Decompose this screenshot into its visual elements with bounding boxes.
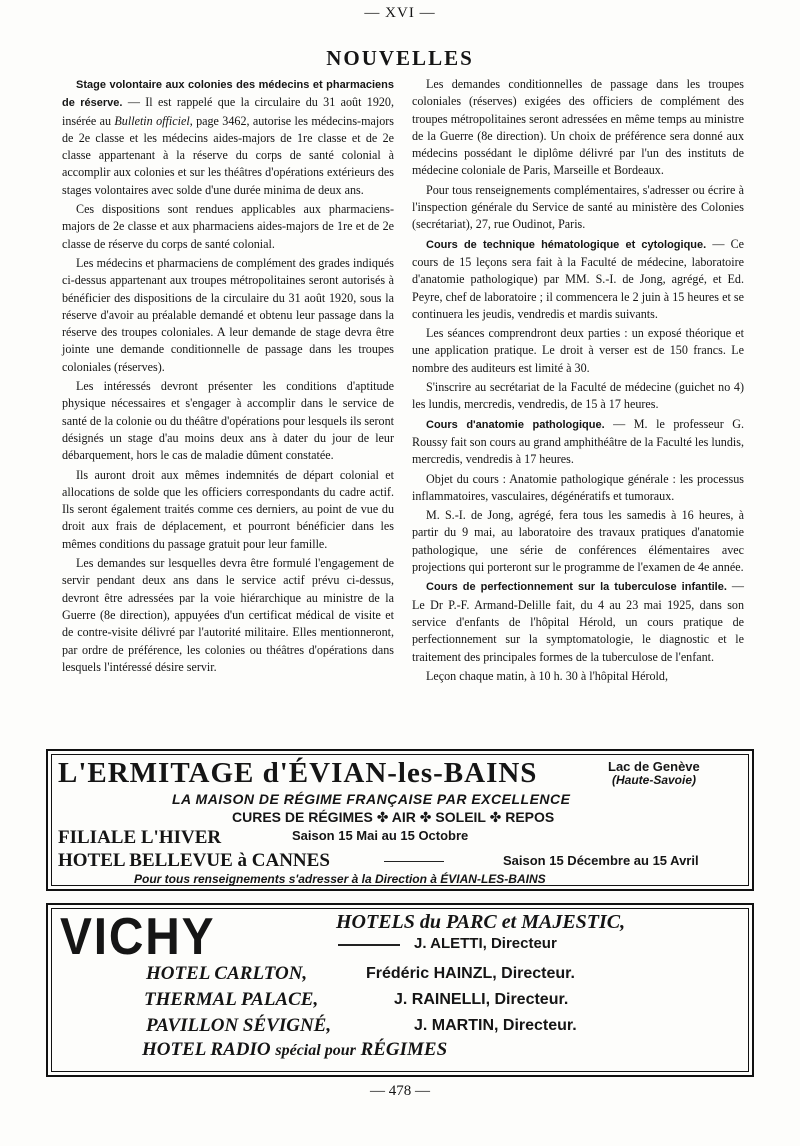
- news-heading: Cours de technique hématologique et cytologique.: [426, 238, 707, 251]
- news-paragraph: Pour tous renseignements complémentaires, s'adresser ou écrire à l'inspection générale du Service de santé au ministère des Colonies (secrétariat), 27, rue Oudinot, Paris.: [412, 182, 744, 232]
- page-header: [0, 4, 800, 22]
- ermitage-renseignements: Pour tous renseignements s'adresser à la Direction à ÉVIAN-LES-BAINS: [134, 872, 546, 886]
- news-text: — M. le professeur G. Roussy fait son cours au grand amphithéâtre de la Faculté les lundis, mercredis, vendredis à 17 heures.: [412, 416, 745, 467]
- page-number: — 478 —: [370, 1083, 430, 1099]
- ermitage-region: (Haute-Savoie): [612, 773, 697, 787]
- vichy-thermal-palace: THERMAL PALACE,: [144, 989, 319, 1010]
- news-paragraph: Ils auront droit aux mêmes indemnités de départ colonial et allocations de solde que les officiers correspondants du cadre actif. Ils seront également traités comme ces derniers, au point de vue du droit aux frais de déplacement, et pourront bénéficier dans les mêmes conditions du passage gratuit pour leur famille.: [62, 467, 394, 551]
- vichy-director-hainzl: Frédéric HAINZL, Directeur.: [366, 965, 575, 982]
- news-paragraph: Les demandes conditionnelles de passage dans les troupes coloniales (réserves) exigées des officiers de complément des troupes métropolitaines seront adressées en même temps au ministre de la Guerre (8e direction). Un choix de préférence sera donné aux médecins possédant le diplôme délivré par l'un des instituts de médecine coloniale de Paris, Marseille et Bordeaux.: [412, 77, 744, 178]
- vichy-radio-special: spécial pour: [275, 1042, 356, 1059]
- ermitage-location: Lac de Genève: [608, 759, 700, 774]
- news-text: — Le Dr P.-F. Armand-Delille fait, du 4 au 23 mai 1925, dans son service d'enfants de l'hôpital Hérold, un cours pratique de perfectionnement sur la symptomatologie, le diagnostic et le traitement des principales formes de la tuberculose de l'enfant.: [412, 579, 744, 664]
- news-paragraph: Les intéressés devront présenter les conditions d'aptitude physique nécessaires et s'engager à accomplir dans le service de santé de la colonie ou du théâtre d'opérations pour lesquels ils seront désignés un stage d'au moins deux ans à dater du jour de leur débarquement, hors le cas de maladie dûment constatée.: [62, 379, 394, 463]
- news-paragraph: Objet du cours : Anatomie pathologique générale : les processus inflammatoires, vasculaires, dégénératifs et tumoraux.: [412, 471, 744, 503]
- news-heading: Stage volontaire aux colonies des médecins et pharmaciens de réserve.: [62, 79, 394, 110]
- vichy-hotels-parc-majestic: HOTELS du PARC et MAJESTIC,: [336, 911, 626, 933]
- news-paragraph: Les médecins et pharmaciens de complément des grades indiqués ci-dessus appartenant aux troupes métropolitaines seront autorisés à bénéficier des dispositions de la circulaire du 31 août 1920, sous la réserve d'avoir au préalable demandé et obtenu leur passage dans la réserve des troupes coloniales. A leur demande de stage devra être jointe une demande conditionnelle de passage dans les troupes coloniales (réserves).: [62, 255, 394, 374]
- ermitage-cures: CURES DE RÉGIMES ✤ AIR ✤ SOLEIL ✤ REPOS: [232, 809, 555, 825]
- news-item: [412, 416, 744, 469]
- right-column: [412, 76, 744, 687]
- news-paragraph: Les séances comprendront deux parties : un exposé théorique et une application pratique. Le droit à verser est de 150 francs. Le nombre des auditeurs est limité à 30.: [412, 326, 744, 375]
- news-paragraph: Leçon chaque matin, à 10 h. 30 à l'hôpital Hérold,: [426, 668, 668, 683]
- vichy-director-rainelli: J. RAINELLI, Directeur.: [394, 991, 569, 1008]
- news-item: [62, 76, 394, 199]
- vichy-pavillon-sevigne: PAVILLON SÉVIGNÉ,: [146, 1015, 332, 1036]
- section-title: NOUVELLES: [326, 46, 474, 70]
- vichy-director-martin: J. MARTIN, Directeur.: [414, 1017, 577, 1034]
- news-paragraph: Ces dispositions sont rendues applicables aux pharmaciens-majors de 2e classe et aux pharmaciens aides-majors de 1re et de 2e classe de réserve du corps de santé colonial.: [62, 202, 394, 251]
- news-paragraph: M. S.-I. de Jong, agrégé, fera tous les samedis à 16 heures, à partir du 9 mai, au laboratoire des travaux pratiques d'anatomie pathologique, une série de conférences élémentaires avec projections qui porteront sur le programme de l'examen de 4e année.: [412, 508, 744, 575]
- ermitage-saison-ete: Saison 15 Mai au 15 Octobre: [292, 828, 469, 843]
- vichy-hotel-radio: [142, 1039, 447, 1061]
- news-text: — Ce cours de 15 leçons sera fait à la Faculté de médecine, laboratoire d'anatomie pathologique) par MM. S.-I. de Jong, agrégé, et Ed. Peyre, chef de laboratoire ; il commencera le 2 juin à 15 heures et se continuera les jeudis, vendredis et mardis suivants.: [412, 236, 745, 321]
- ermitage-name: L'ERMITAGE d'ÉVIAN-les-BAINS: [58, 757, 538, 789]
- vichy-director-aletti: J. ALETTI, Directeur: [414, 935, 557, 952]
- vichy-advertisement: [46, 903, 754, 1077]
- left-column: [62, 76, 394, 678]
- news-item: [412, 236, 744, 323]
- vichy-hotel-carlton: HOTEL CARLTON,: [146, 963, 308, 984]
- news-paragraph: Les demandes sur lesquelles devra être formulé l'engagement de servir pendant deux ans dans le service actif prévu ci-dessus, devront être adressées par la voie hiérarchique au ministre de la Guerre (8e direction), appuyées d'un certificat médical de visite et de contre-visite délivré par l'autorité militaire. Elles mentionneront, par ordre de préférence, les colonies ou théâtres d'opérations dans lesquels l'intéressé désire servir.: [62, 556, 394, 674]
- ermitage-divider: [384, 861, 444, 862]
- vichy-divider: [338, 944, 400, 946]
- vichy-radio-name: HOTEL RADIO: [142, 1039, 271, 1060]
- page-roman-number: — XVI —: [364, 5, 436, 21]
- ermitage-tagline: LA MAISON DE RÉGIME FRANÇAISE PAR EXCELLENCE: [172, 791, 571, 807]
- news-heading: Cours d'anatomie pathologique.: [426, 418, 605, 431]
- ermitage-advertisement: [46, 749, 754, 891]
- ermitage-saison-hiver: Saison 15 Décembre au 15 Avril: [503, 853, 699, 868]
- vichy-title: VICHY: [60, 908, 216, 966]
- news-item: [412, 578, 744, 665]
- ermitage-filiale: FILIALE L'HIVER: [58, 827, 222, 848]
- news-paragraph: S'inscrire au secrétariat de la Faculté de médecine (guichet no 4) les lundis, mercredis, vendredis, de 15 à 17 heures.: [412, 380, 744, 412]
- news-text: — Il est rappelé que la circulaire du 31 août 1920, insérée au: [62, 95, 394, 128]
- news-heading: Cours de perfectionnement sur la tuberculose infantile.: [426, 581, 727, 594]
- vichy-radio-regimes: RÉGIMES: [360, 1039, 448, 1060]
- news-italic: Bulletin officiel: [114, 113, 190, 128]
- news-text: , page 3462, autorise les médecins-majors de 2e classe et les médecins aides-majors de 1re classe et de 2e classe appartenant à la réserve du corps de santé colonial à accomplir aux colonies et sur les théâtres d'opérations extérieurs des stages volontaires avec solde d'une durée minima de deux ans.: [62, 113, 394, 197]
- ermitage-hotel-bellevue: HOTEL BELLEVUE à CANNES: [58, 850, 330, 871]
